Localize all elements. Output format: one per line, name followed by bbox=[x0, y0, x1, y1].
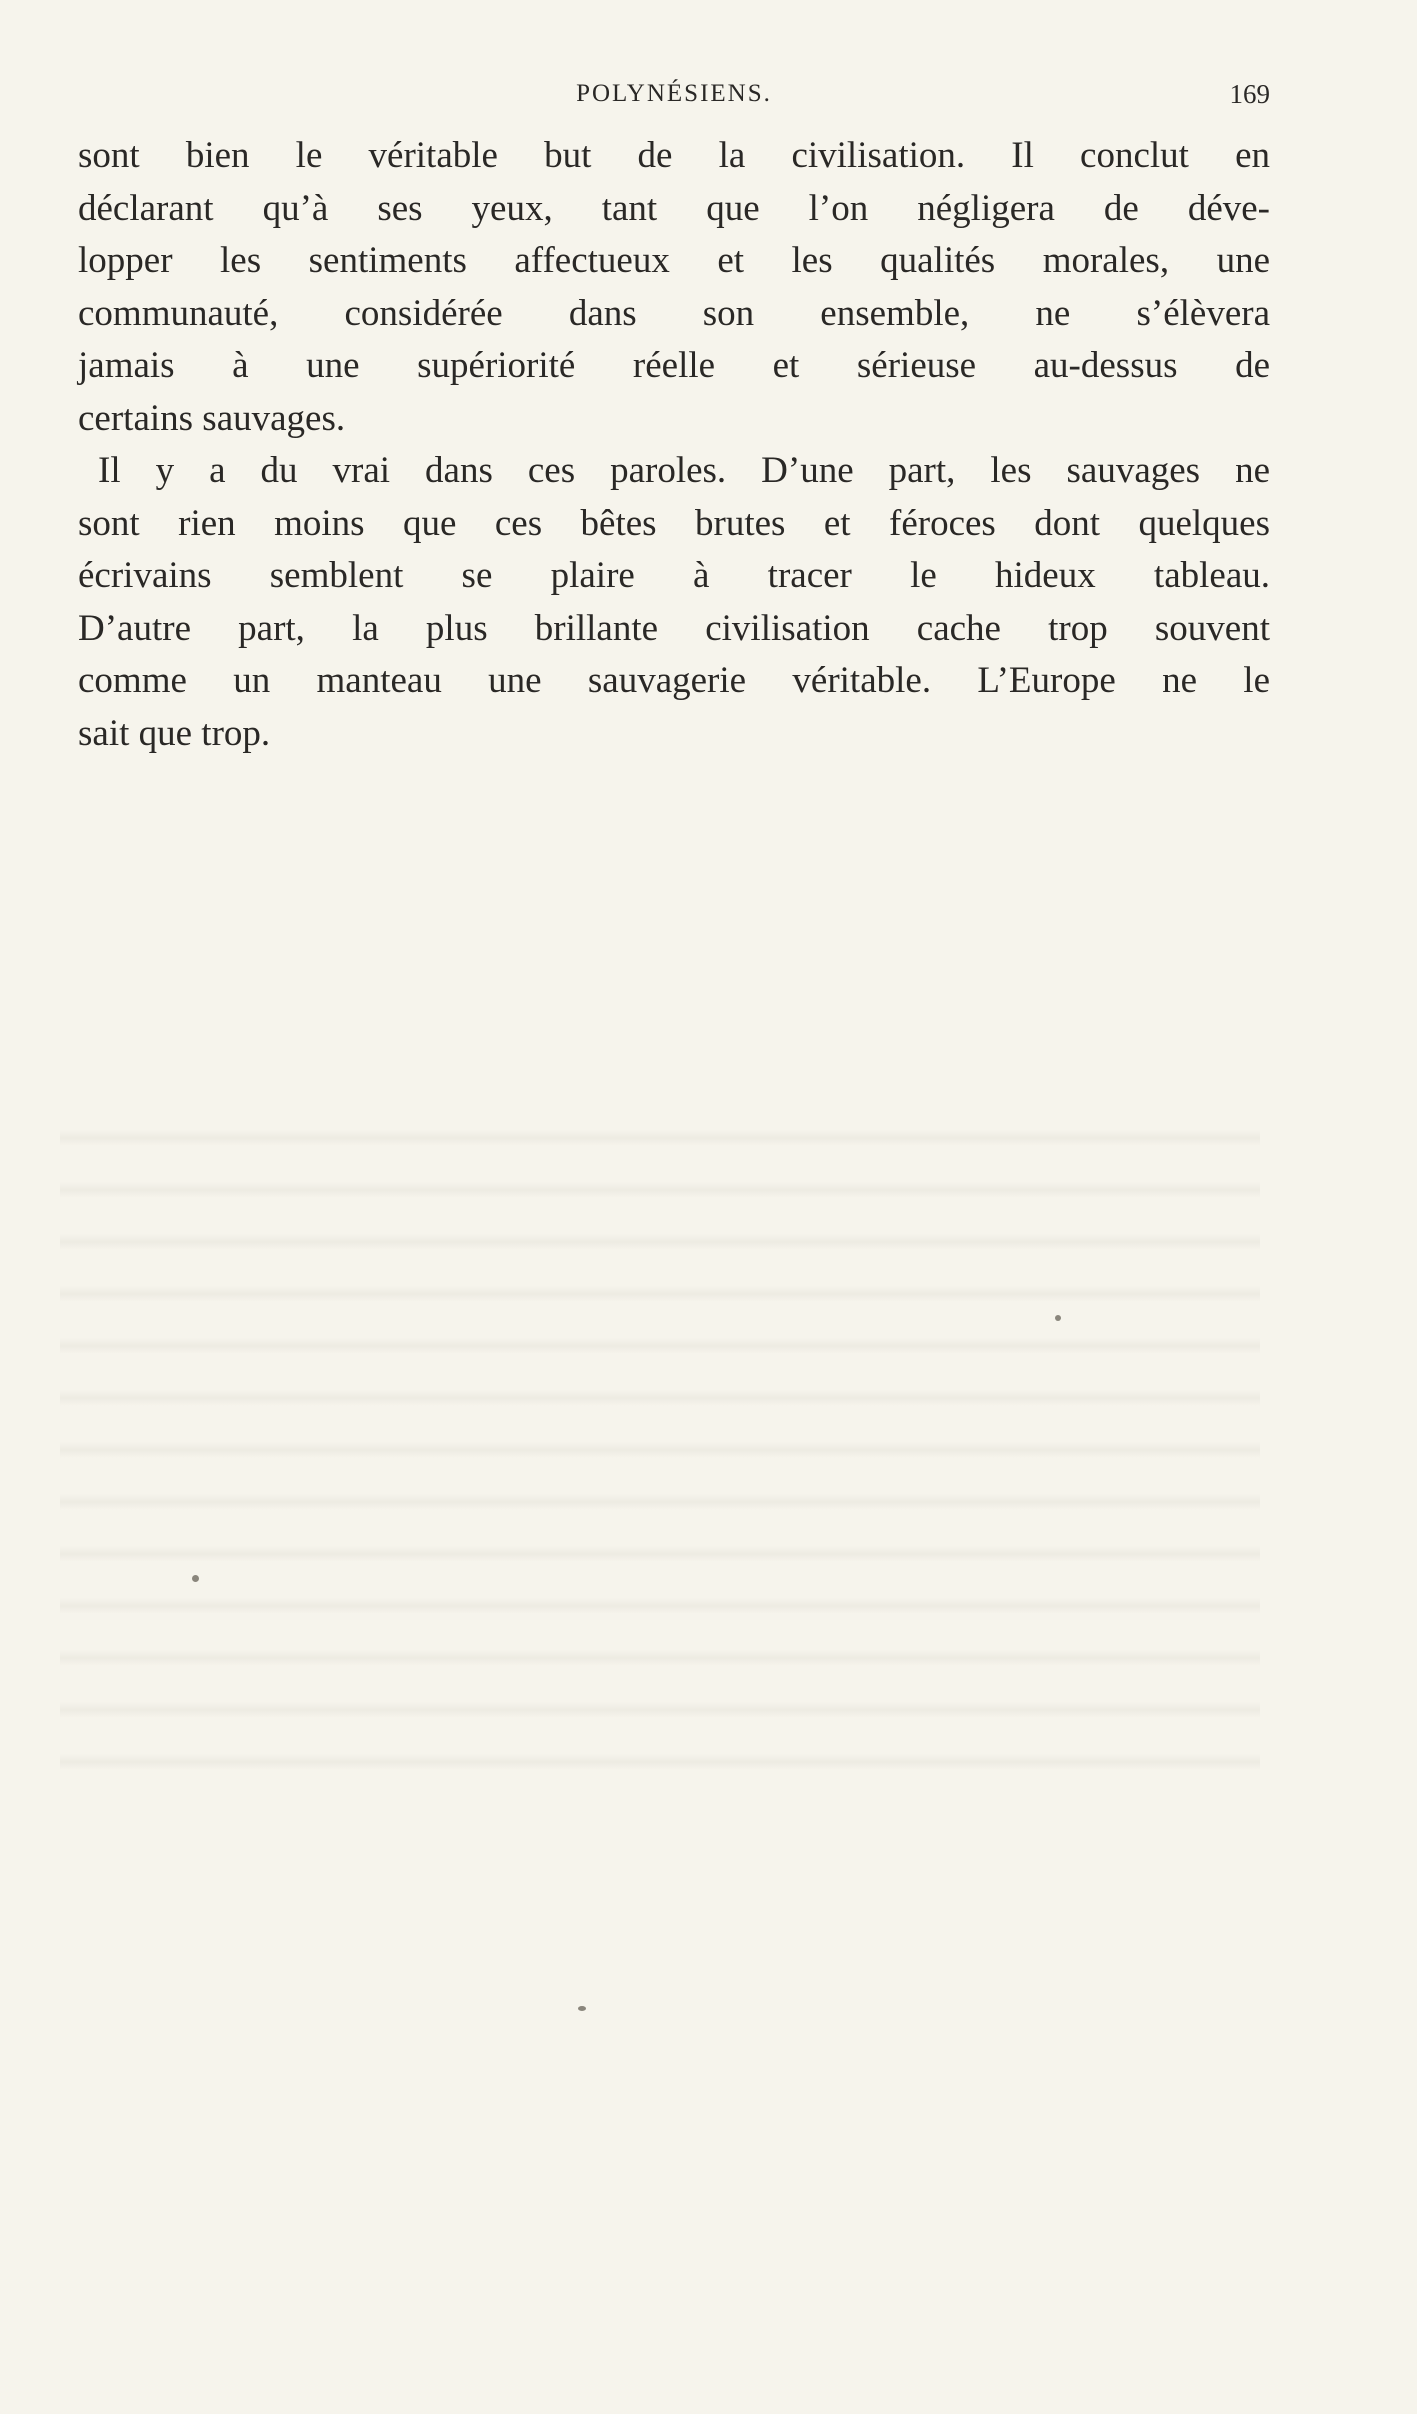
text-line: écrivains semblent se plaire à tracer le hideux tableau. bbox=[78, 555, 1270, 596]
text-line: comme un manteau une sauvagerie véritable. L’Europe ne le bbox=[78, 660, 1270, 701]
text-line: certains sauvages. bbox=[78, 397, 346, 439]
page-number: 169 bbox=[1229, 79, 1270, 109]
paragraph bbox=[78, 130, 1270, 445]
ink-speck bbox=[578, 2006, 586, 2011]
body-text bbox=[78, 130, 1270, 760]
text-line: communauté, considérée dans son ensemble, ne s’élèvera bbox=[78, 292, 1270, 334]
text-line: sont rien moins que ces bêtes brutes et féroces dont quelques bbox=[78, 502, 1270, 544]
running-title: POLYNÉSIENS. bbox=[576, 80, 772, 107]
ink-speck bbox=[192, 1575, 199, 1582]
text-line: déclarant qu’à ses yeux, tant que l’on négligera de déve- bbox=[78, 187, 1270, 229]
ink-speck bbox=[1055, 1315, 1061, 1321]
text-line: sait que trop. bbox=[78, 712, 271, 754]
text-line: Il y a du vrai dans ces paroles. D’une part, les sauvages ne bbox=[98, 450, 1270, 491]
paragraph bbox=[78, 445, 1270, 760]
verso-show-through bbox=[60, 1100, 1260, 1800]
running-head bbox=[78, 74, 1270, 114]
text-line: sont bien le véritable but de la civilisation. Il conclut en bbox=[78, 135, 1270, 176]
text-line: D’autre part, la plus brillante civilisation cache trop souvent bbox=[78, 607, 1270, 649]
text-line: lopper les sentiments affectueux et les qualités morales, une bbox=[78, 240, 1270, 281]
text-line: jamais à une supériorité réelle et sérieuse au-dessus de bbox=[78, 345, 1270, 386]
